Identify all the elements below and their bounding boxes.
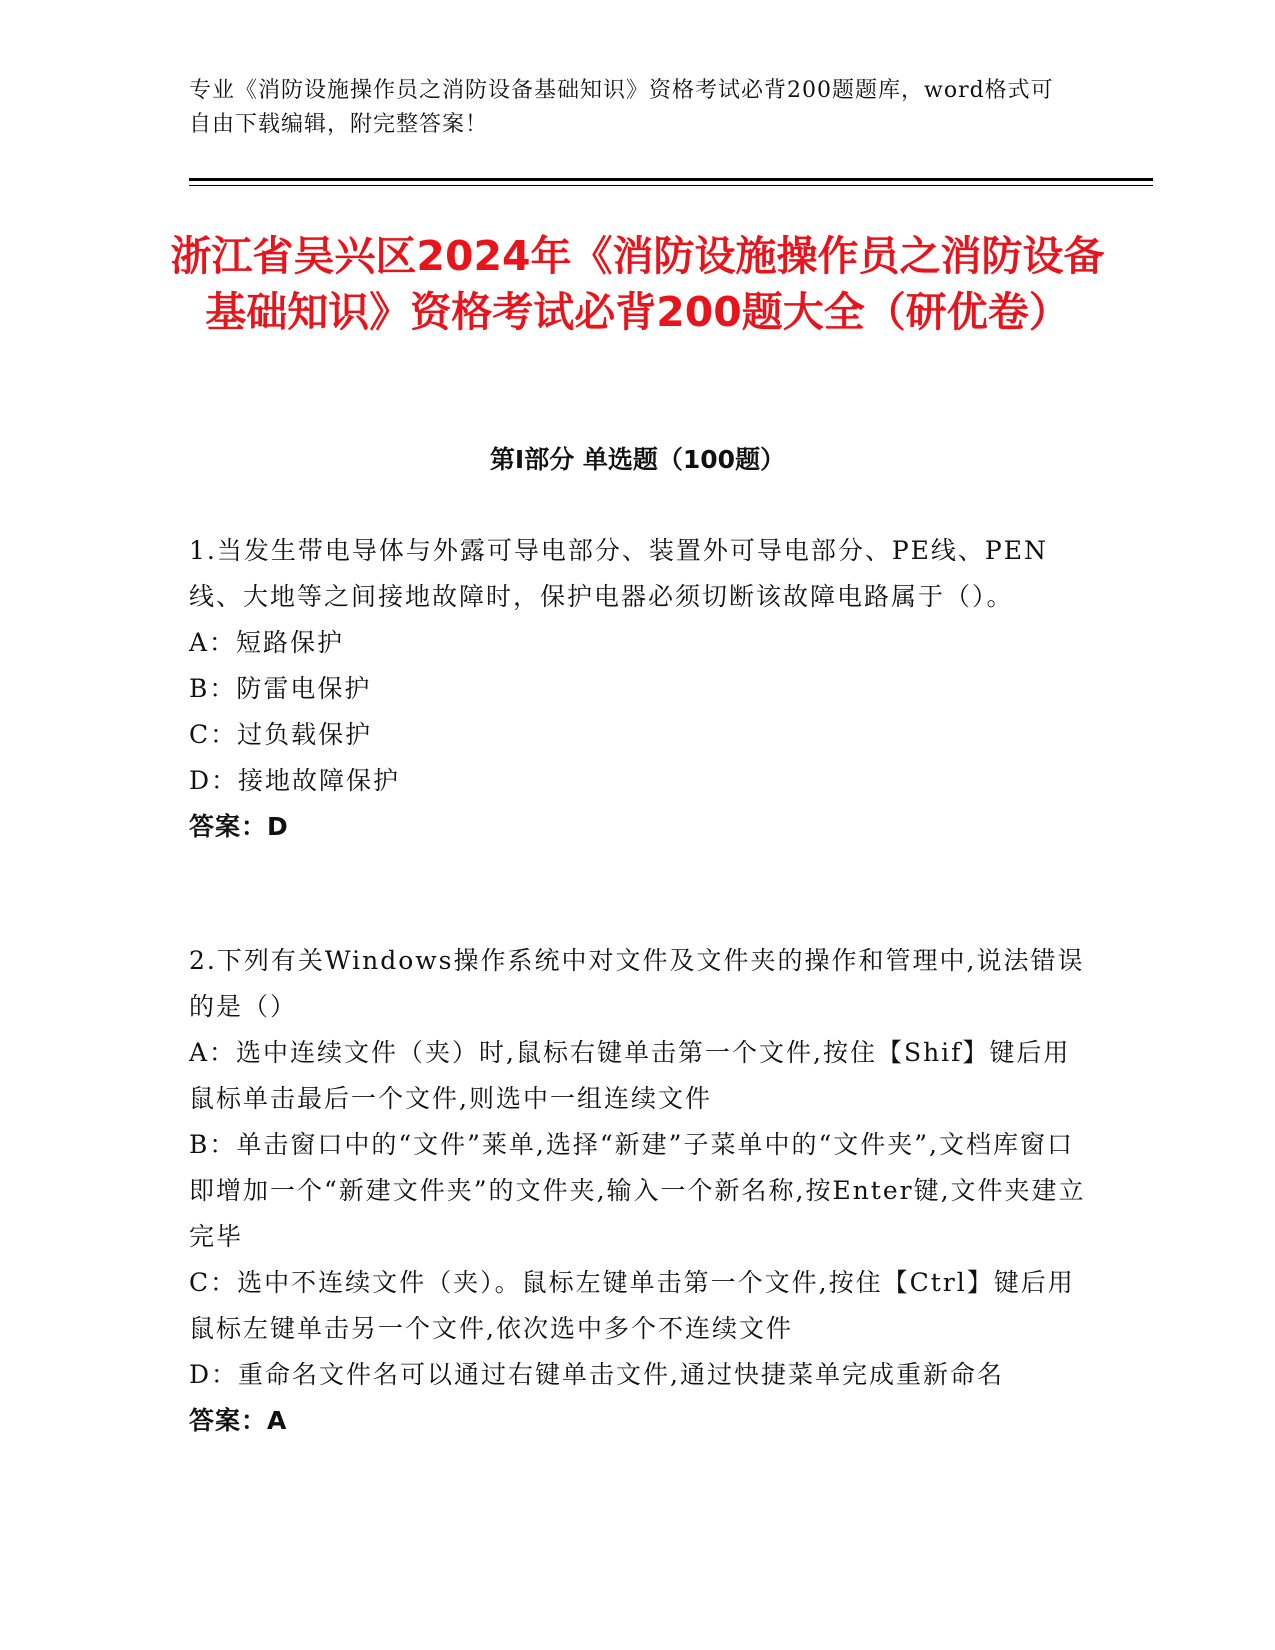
question-stem: 1.当发生带电导体与外露可导电部分、装置外可导电部分、PE线、PEN线、大地等之间接地故障时，保护电器必须切断该故障电路属于（）。 bbox=[189, 536, 1048, 611]
answer-value: A bbox=[267, 1406, 288, 1435]
option-b: B：防雷电保护 bbox=[189, 674, 372, 703]
question-stem: 2.下列有关Windows操作系统中对文件及文件夹的操作和管理中,说法错误的是（） bbox=[189, 946, 1085, 1021]
option-a: A：选中连续文件（夹）时,鼠标右键单击第一个文件,按住【Shif】键后用鼠标单击最后一个文件,则选中一组连续文件 bbox=[189, 1038, 1071, 1113]
header-rule-thick bbox=[189, 178, 1153, 181]
option-c: C：选中不连续文件（夹）。鼠标左键单击第一个文件,按住【Ctrl】键后用鼠标左键单击另一个文件,依次选中多个不连续文件 bbox=[189, 1268, 1075, 1343]
question-1 bbox=[189, 528, 1089, 850]
answer-label: 答案： bbox=[189, 812, 268, 841]
option-d: D：重命名文件名可以通过右键单击文件,通过快捷菜单完成重新命名 bbox=[189, 1360, 1004, 1389]
answer-value: D bbox=[267, 812, 289, 841]
answer-line bbox=[189, 804, 1089, 850]
header-rule-thin bbox=[189, 185, 1153, 186]
option-a: A：短路保护 bbox=[189, 628, 345, 657]
option-b: B：单击窗口中的“文件”莱单,选择“新建”子菜单中的“文件夹”,文档库窗口即增加一个“新建文件夹”的文件夹,输入一个新名称,按Enter键,文件夹建立完毕 bbox=[189, 1130, 1086, 1251]
option-c: C：过负载保护 bbox=[189, 720, 373, 749]
section-heading: 第Ⅰ部分 单选题（100题） bbox=[489, 445, 786, 474]
question-2 bbox=[189, 938, 1089, 1444]
header-note: 专业《消防设施操作员之消防设备基础知识》资格考试必背200题题库，word格式可自由下载编辑，附完整答案！ bbox=[189, 78, 1054, 137]
document-title: 浙江省吴兴区2024年《消防设施操作员之消防设备基础知识》资格考试必背200题大全（研优卷） bbox=[170, 232, 1105, 336]
answer-label: 答案： bbox=[189, 1406, 268, 1435]
option-d: D：接地故障保护 bbox=[189, 766, 401, 795]
answer-line bbox=[189, 1398, 1089, 1444]
